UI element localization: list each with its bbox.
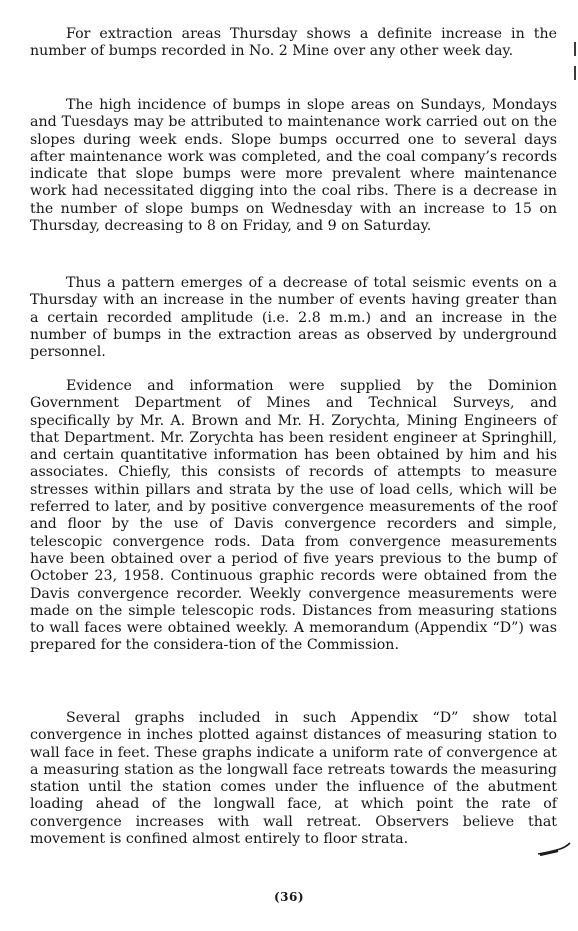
paragraph-evidence-information: Evidence and information were supplied by the Dominion Government Department of Mines and Technical Surveys, and specifically by Mr. A. Brown and Mr. H. Zorychta, Mining Engineers of that Department. Mr. Zorychta has been resident engineer at Springhill, and certain quantitative information has been obtained by him and his associates. Chiefly, this consists of records of attempts to measure stresses within pillars and strata by the use of load cells, which will be referred to later, and by positive convergence measurements of the roof and floor by the use of Davis convergence recorders and simple, telescopic convergence rods. Data from convergence measurements have been obtained over a period of five years previous to the bump of October 23, 1958. Continuous graphic records were obtained from the Davis convergence recorder. Weekly convergence measurements were made on the simple telescopic rods. Distances from measuring stations to wall faces were obtained weekly. A memorandum (Appendix “D”) was prepared for the considera-tion of the Commission.: [30, 378, 557, 654]
pen-stroke-icon: [536, 840, 572, 858]
paragraph-seismic-pattern: Thus a pattern emerges of a decrease of total seismic events on a Thursday with an increase in the number of events having greater than a certain recorded amplitude (i.e. 2.8 m.m.) and an increase in the number of bumps in the extraction areas as observed by underground personnel.: [30, 275, 557, 361]
margin-mark: [574, 42, 576, 56]
paragraph-slope-bumps: The high incidence of bumps in slope areas on Sundays, Mondays and Tuesdays may be attributed to maintenance work carried out on the slopes during week ends. Slope bumps occurred one to several days after maintenance work was completed, and the coal company’s records indicate that slope bumps were more prevalent where maintenance work had necessitated digging into the coal ribs. There is a decrease in the number of slope bumps on Wednesday with an increase to 15 on Thursday, decreasing to 8 on Friday, and 9 on Saturday.: [30, 97, 557, 235]
margin-mark: [574, 66, 576, 80]
paragraph-convergence-graphs: Several graphs included in such Appendix “D” show total convergence in inches plotted against distances of measuring station to wall face in feet. These graphs indicate a uniform rate of convergence at a measuring station as the longwall face retreats towards the measuring station until the station comes under the influence of the abutment loading ahead of the longwall face, at which point the rate of convergence increases with wall retreat. Observers believe that movement is confined almost entirely to floor strata.: [30, 710, 557, 848]
paragraph-thursday-extraction: For extraction areas Thursday shows a definite increase in the number of bumps recorded in No. 2 Mine over any other week day.: [30, 26, 557, 60]
page-number: (36): [273, 890, 305, 904]
